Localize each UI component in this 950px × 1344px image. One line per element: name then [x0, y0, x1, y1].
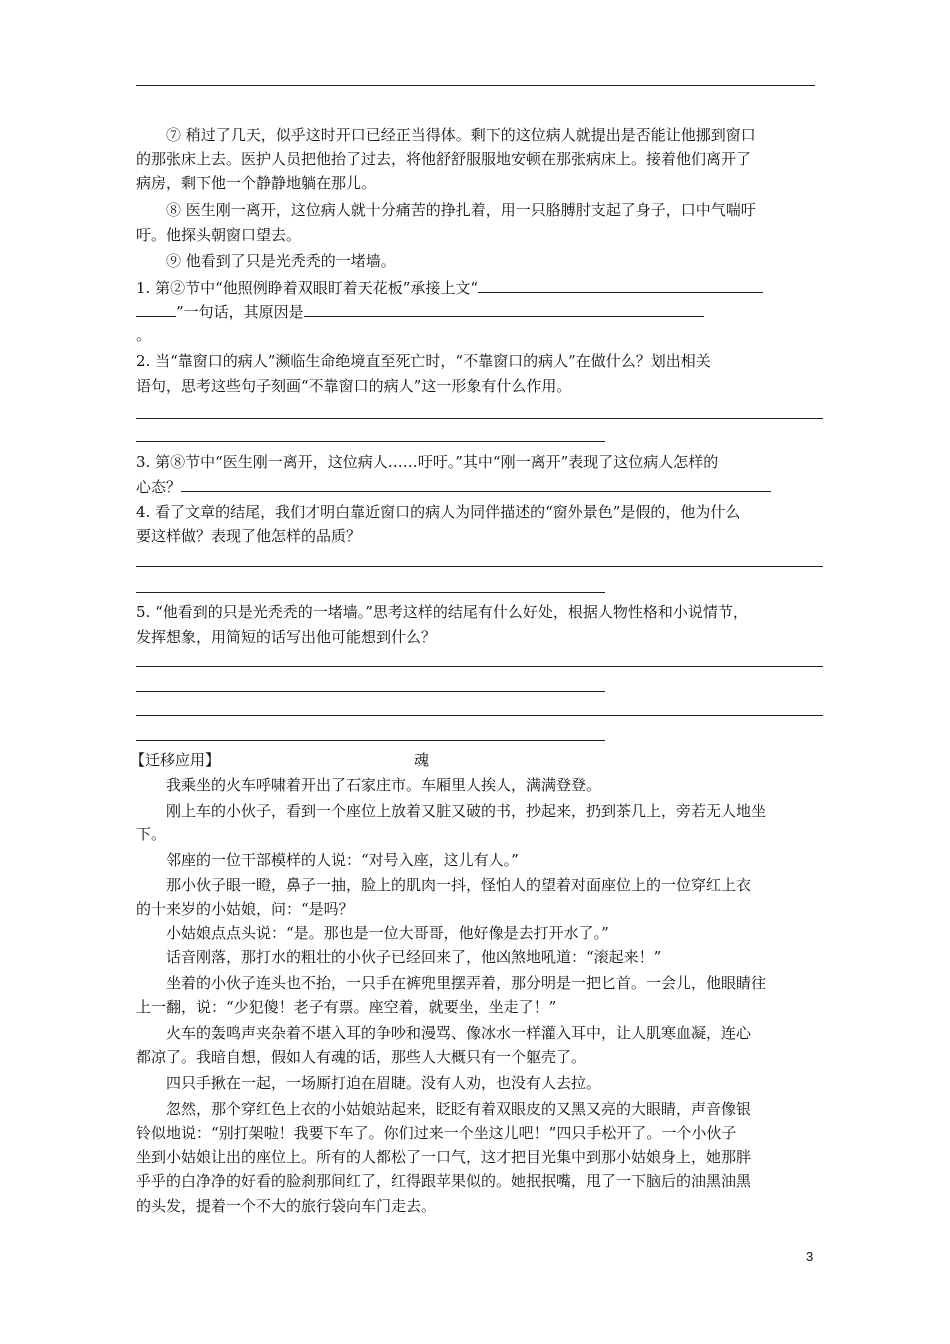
story-line-15: 铃似地说：“别打架啦！我要下车了。你们过来一个坐这儿吧！”四只手松开了。一个小伙子: [136, 1124, 737, 1142]
question-3-line-1: 3. 第⑧节中“医生刚一离开，这位病人……吁吁。”其中“刚一离开”表现了这位病人怎样的: [136, 453, 719, 471]
story-line-6: 的十来岁的小姑娘，问：“是吗？: [136, 900, 354, 918]
question-5-line-1: 5. “他看到的只是光秃秃的一堵墙。”思考这样的结尾有什么好处，根据人物性格和小说情节，: [136, 603, 748, 621]
question-1-text-b: ”一句话，其原因是: [176, 303, 304, 321]
answer-line-4a[interactable]: [136, 566, 823, 567]
answer-blank-1b[interactable]: [136, 302, 176, 317]
passage-line-3: 病房，剩下他一个静静地躺在那儿。: [136, 174, 377, 192]
answer-line-5a[interactable]: [136, 666, 823, 667]
story-title: 魂: [414, 751, 430, 769]
story-line-18: 的头发，提着一个不大的旅行袋向车门走去。: [136, 1197, 437, 1215]
question-1-cont: [136, 301, 826, 323]
answer-line-4b[interactable]: [136, 592, 605, 593]
passage-line-1: ⑦ 稍过了几天，似乎这时开口已经正当得体。剩下的这位病人就提出是否能让他挪到窗口: [166, 126, 756, 144]
answer-line-2a[interactable]: [136, 418, 823, 419]
answer-line-5c[interactable]: [136, 715, 823, 716]
story-line-12: 都凉了。我暗自想，假如人有魂的话，那些人大概只有一个躯壳了。: [136, 1048, 587, 1066]
story-line-10: 上一翻，说：“少犯傻！老子有票。座空着，就要坐，坐走了！”: [136, 998, 557, 1016]
question-2-line-1: 2. 当“靠窗口的病人”濒临生命绝境直至死亡时，“不靠窗口的病人”在做什么？划出相关: [136, 352, 711, 370]
story-line-3: 下。: [136, 825, 167, 843]
story-line-16: 坐到小姑娘让出的座位上。所有的人都松了一口气，这才把目光集中到那小姑娘身上，她那胖: [136, 1148, 752, 1166]
question-5-line-2: 发挥想象，用简短的话写出他可能想到什么？: [136, 628, 437, 646]
question-3-text-b: 心态？: [136, 478, 182, 496]
story-line-4: 邻座的一位干部模样的人说：“对号入座，这儿有人。”: [166, 851, 519, 869]
page-number: 3: [806, 1249, 814, 1264]
question-4-line-2: 要这样做？表现了他怎样的品质？: [136, 527, 362, 545]
answer-blank-3[interactable]: [181, 477, 771, 492]
passage-line-5: 吁。他探头朝窗口望去。: [136, 226, 302, 244]
question-2-line-2: 语句，思考这些句子刻画“不靠窗口的病人”这一形象有什么作用。: [136, 377, 572, 395]
answer-line-2b[interactable]: [136, 441, 605, 442]
answer-blank-1a[interactable]: [478, 278, 763, 293]
story-line-2: 刚上车的小伙子，看到一个座位上放着又脏又破的书，抄起来，扔到茶几上，旁若无人地坐: [166, 802, 767, 820]
answer-line-5d[interactable]: [136, 740, 605, 741]
story-line-13: 四只手揪在一起，一场厮打迫在眉睫。没有人劝，也没有人去拉。: [166, 1074, 602, 1092]
section-label: 【迁移应用】: [130, 751, 221, 769]
story-line-7: 小姑娘点点头说：“是。那也是一位大哥哥，他好像是去打开水了。”: [166, 924, 609, 942]
story-line-17: 乎乎的白净净的好看的脸刹那间红了，红得跟苹果似的。她抿抿嘴，甩了一下脑后的油黑油黑: [136, 1172, 752, 1190]
passage-line-2: 的那张床上去。医护人员把他抬了过去，将他舒舒服服地安顿在那张病床上。接着他们离开了: [136, 150, 752, 168]
story-line-11: 火车的轰鸣声夹杂着不堪入耳的争吵和漫骂、像冰水一样灌入耳中，让人肌寒血凝，连心: [166, 1024, 752, 1042]
question-1: [136, 277, 826, 299]
question-4-line-1: 4. 看了文章的结尾，我们才明白靠近窗口的病人为同伴描述的“窗外景色”是假的，他为什么: [136, 503, 741, 521]
answer-blank-1c[interactable]: [304, 302, 704, 317]
passage-line-4: ⑧ 医生刚一离开，这位病人就十分痛苦的挣扎着，用一只胳膊肘支起了身子，口中气喘吁: [166, 201, 756, 219]
answer-line-5b[interactable]: [136, 691, 605, 692]
question-3-line-2: [136, 476, 826, 498]
passage-line-6: ⑨ 他看到了只是光秃秃的一堵墙。: [166, 252, 396, 270]
story-line-9: 坐着的小伙子连头也不抬，一只手在裤兜里摆弄着，那分明是一把匕首。一会儿，他眼睛往: [166, 974, 767, 992]
header-rule: [136, 85, 815, 86]
story-line-8: 话音刚落，那打水的粗壮的小伙子已经回来了，他凶煞地吼道：“滚起来！”: [166, 948, 662, 966]
story-line-14: 忽然，那个穿红色上衣的小姑娘站起来，眨眨有着双眼皮的又黑又亮的大眼睛，声音像银: [166, 1100, 752, 1118]
story-line-1: 我乘坐的火车呼啸着开出了石家庄市。车厢里人挨人，满满登登。: [166, 776, 602, 794]
question-1-text-a: 1. 第②节中“他照例睁着双眼盯着天花板”承接上文“: [136, 279, 479, 297]
story-line-5: 那小伙子眼一瞪，鼻子一抽，脸上的肌肉一抖，怪怕人的望着对面座位上的一位穿红上衣: [166, 876, 752, 894]
question-1-end: 。: [136, 326, 152, 344]
